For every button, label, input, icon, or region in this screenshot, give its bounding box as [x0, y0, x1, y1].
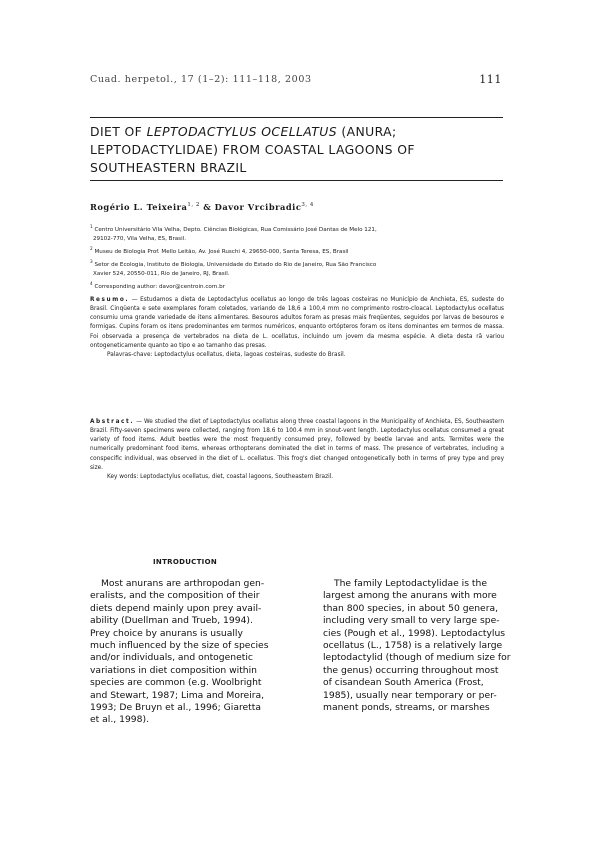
text-line: leptodactylid (though of medium size for — [323, 652, 511, 664]
text-line: The family Leptodactylidae is the — [334, 578, 487, 589]
text-line: and/or individuals, and ontogenetic — [90, 652, 253, 664]
abstract — [90, 418, 504, 482]
article-title — [90, 123, 490, 177]
text-line: of cisandean South America (Frost, — [323, 677, 484, 689]
affiliation-line: $^3$ Setor de Ecologia, Instituto de Biologia, Universidade do Estado do Rio de Janeiro, Rua São Francisco — [90, 258, 377, 268]
text-line: much influenced by the size of species — [90, 640, 269, 652]
affiliation-line: 29102-770, Vila Velha, ES, Brasil. — [93, 235, 186, 242]
resumo-label: Resumo. — [90, 297, 130, 303]
abstract-text: — We studied the diet of Leptodactylus ocellatus along three coastal lagoons in the Municipality of Anchieta, ES, Southeastern Brazil. Fifty-seven specimens were collected, ranging from 18.6 to 100.4 mm in snout-vent length. Leptodactylus ocellatus consumed a great variety of food items. Adult beetles were the most frequently consumed prey, followed by beetle larvae and ants. Termites were the numerically predominant food items, whereas orthopterans dominated the diet in terms of mass. The presence of vertebrates, including a conspecific individual, was observed in the diet of L. ocellatus. This frog's diet changed ontogenetically both in terms of prey type and prey size. — [90, 419, 504, 471]
text-line: diets depend mainly upon prey avail- — [90, 602, 262, 614]
text-line: Prey choice by anurans is usually — [90, 627, 243, 639]
text-line: et al., 1998). — [90, 714, 150, 726]
text-line: ability (Duellman and Trueb, 1994). — [90, 615, 253, 627]
text-line: manent ponds, streams, or marshes — [323, 702, 490, 714]
title-bottom-rule — [90, 180, 503, 181]
resumo-keywords: Palavras-chave: Leptodactylus ocellatus, dieta, lagoas costeiras, sudeste do Brasil. — [107, 351, 346, 358]
page-number: 111 — [479, 73, 502, 86]
title-top-rule — [90, 117, 503, 118]
running-head — [90, 74, 502, 85]
text-line: largest among the anurans with more — [323, 590, 497, 602]
text-line: ocellatus (L., 1758) is a relatively large — [323, 640, 503, 652]
affiliations — [90, 222, 505, 291]
text-line: than 800 species, in about 50 genera, — [323, 602, 499, 614]
text-line: 1985), usually near temporary or per- — [323, 689, 497, 701]
intro-right-column — [323, 578, 511, 714]
resumo-text: — Estudamos a dieta de Leptodactylus ocellatus ao longo de três lagoas costeiras no Município de Anchieta, ES, sudeste do Brasil. Cinqüenta e sete exemplares foram coletados, variando de 18,6 a 100,4 mm no comprimento rostro-cloacal. Leptodactylus ocellatus consumiu uma grande variedade de itens alimentares. Besouros adultos foram as presas mais freqüentes, seguidos por larvas de besouros e formigas. Cupins foram os itens predominantes em termos numéricos, enquanto ortópteros foram os itens dominantes em termos de massa. Foi observada a presença de vertebrados na dieta de L. ocellatus, incluindo um jovem da mesma espécie. A dieta desta rã variou ontogeneticamente quanto ao tipo e ao tamanho das presas. — [90, 297, 504, 349]
title-line-2: LEPTODACTYLIDAE) FROM COASTAL LAGOONS OF — [90, 142, 415, 157]
text-line: cies (Pough et al., 1998). Leptodactylus — [323, 627, 506, 639]
text-line: variations in diet composition within — [90, 664, 257, 676]
introduction-heading: INTRODUCTION — [153, 558, 217, 566]
authors: Rogério L. Teixeira$^{1, 2}$ & Davor Vrcibradic$^{3, 4}$ — [90, 202, 314, 212]
journal-citation: Cuad. herpetol., 17 (1–2): 111–118, 2003 — [90, 74, 312, 85]
author-2: Davor Vrcibradic — [214, 202, 302, 212]
text-line: eralists, and the composition of their — [90, 590, 260, 602]
abstract-label: Abstract. — [90, 419, 135, 425]
text-line: and Stewart, 1987; Lima and Moreira, — [90, 689, 265, 701]
text-line: 1993; De Bruyn et al., 1996; Giaretta — [90, 702, 262, 714]
intro-left-column — [90, 578, 270, 727]
abstract-keywords: Key words: Leptodactylus ocellatus, diet, coastal lagoons, Southeastern Brazil. — [107, 473, 334, 480]
text-line: including very small to very large spe- — [323, 615, 500, 627]
title-line-3: SOUTHEASTERN BRAZIL — [90, 160, 247, 175]
affiliation-line: Xavier 524, 20550-011, Rio de Janeiro, RJ, Brasil. — [93, 270, 230, 277]
resumo — [90, 296, 504, 360]
author-1: Rogério L. Teixeira — [90, 202, 188, 212]
affiliation-line: $^4$ Corresponding author: davor@centroin.com.br — [90, 280, 225, 290]
affiliation-line: $^1$ Centro Universitário Vila Velha, Depto. Ciências Biológicas, Rua Comissário José Dantas de Melo 121, — [90, 224, 377, 233]
text-line: the genus) occurring throughout most — [323, 664, 499, 676]
text-line: species are common (e.g. Woolbright — [90, 677, 262, 689]
text-line: Most anurans are arthropodan gen- — [101, 578, 265, 589]
affiliation-line: $^2$ Museu de Biologia Prof. Mello Leitão, Av. José Ruschi 4, 29650-000, Santa Teresa, ES, Brasil — [90, 245, 349, 255]
title-line-1: DIET OF LEPTODACTYLUS OCELLATUS (ANURA; — [90, 124, 397, 139]
